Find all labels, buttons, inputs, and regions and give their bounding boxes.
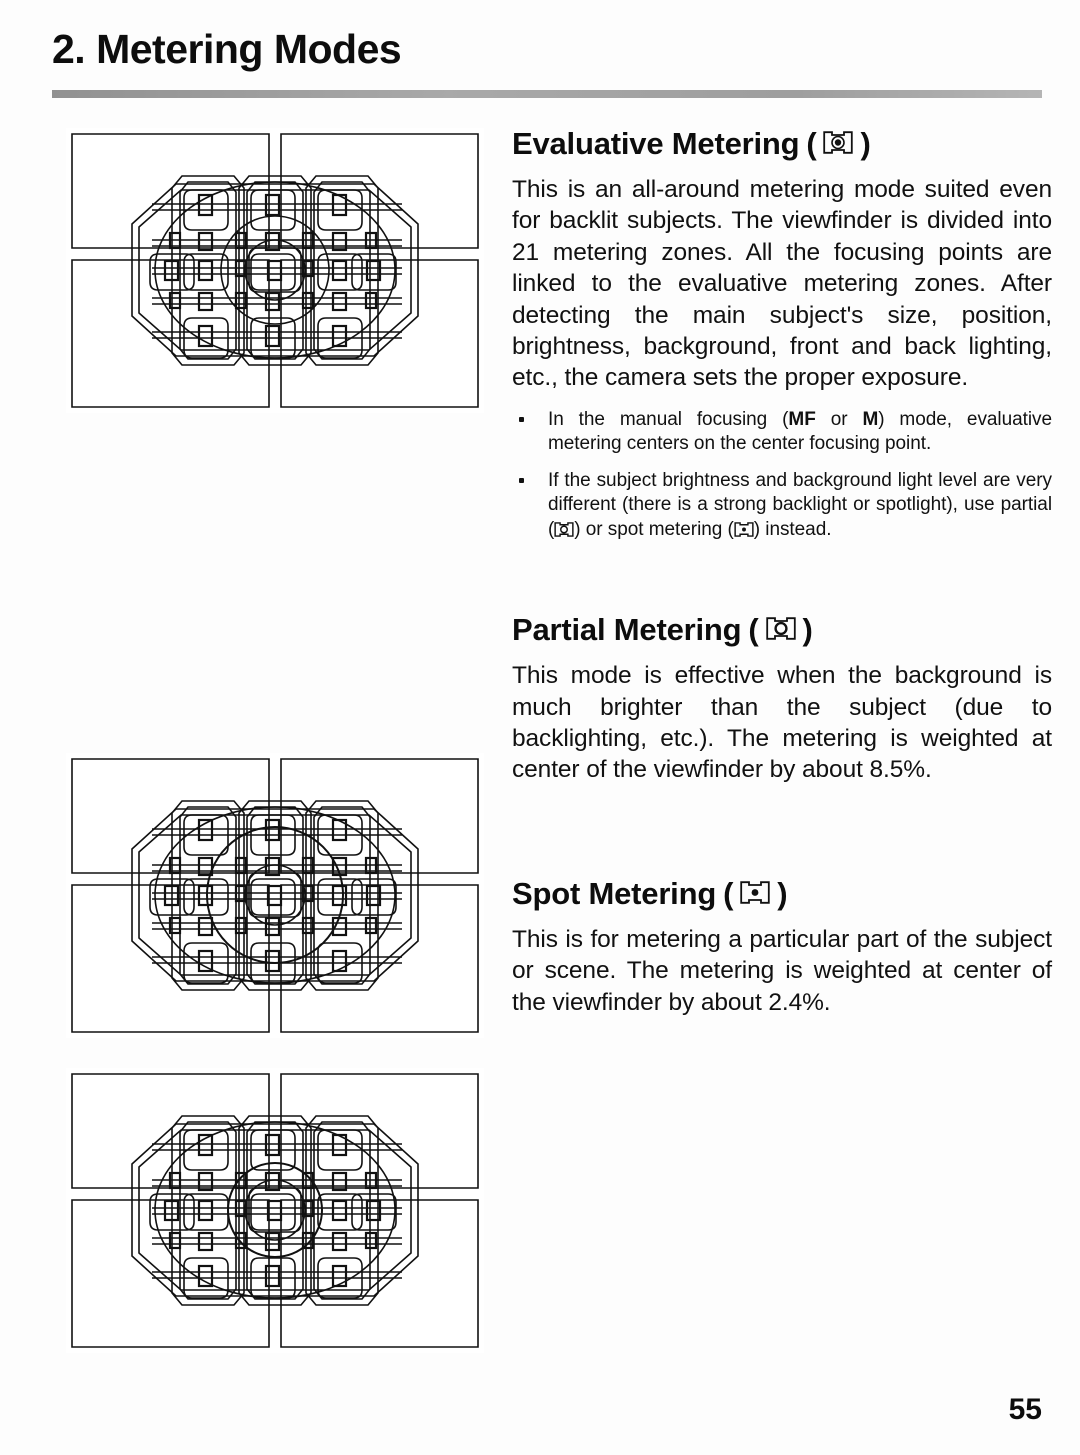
- evaluative-metering-icon: [823, 126, 853, 162]
- evaluative-notes-list: [512, 408, 1052, 545]
- page-number: 55: [1008, 1393, 1042, 1426]
- section-heading-partial: [512, 612, 1052, 648]
- paren-close: ): [777, 875, 788, 911]
- section-body-partial: This mode is effective when the background is much brighter than the subject (due to backlighting, etc.). The metering is weighted at center of the viewfinder by about 8.5%.: [512, 662, 1052, 784]
- bullet-bold-m: M: [862, 408, 879, 430]
- section-spacer: [512, 556, 1052, 612]
- bullet2-text-part2: ) or spot metering (: [574, 518, 734, 540]
- page-title: 2. Metering Modes: [52, 26, 402, 72]
- list-item: [512, 469, 1052, 545]
- partial-metering-icon: [554, 520, 574, 545]
- section-heading-evaluative-label: Evaluative Metering: [512, 126, 800, 161]
- section-heading-spot-label: Spot Metering: [512, 875, 717, 911]
- paren-close: ): [802, 612, 813, 648]
- list-item: [512, 408, 1052, 457]
- bullet2-text-part3: ) instead.: [753, 518, 832, 540]
- header-rule: [52, 90, 1042, 98]
- viewfinder-evaluative-diagram: [66, 128, 484, 413]
- paren-open: (: [723, 875, 734, 911]
- section-heading-evaluative: [512, 126, 1052, 162]
- spot-metering-icon: [740, 876, 770, 912]
- bullet-bold-mf: MF: [788, 408, 816, 430]
- viewfinder-partial-diagram: [66, 753, 484, 1038]
- section-heading-partial-label: Partial Metering: [512, 612, 742, 648]
- paren-open: (: [748, 612, 759, 648]
- figure-column: [66, 128, 486, 1353]
- bullet-text-part1: In the manual focusing (: [548, 408, 789, 430]
- text-column: [512, 126, 1052, 1024]
- section-heading-spot: [512, 876, 1052, 912]
- bullet-dot-icon: [519, 478, 524, 483]
- section-spacer: [512, 792, 1052, 848]
- bullet-text-part2: or: [815, 408, 863, 430]
- partial-metering-icon: [766, 612, 796, 648]
- spot-metering-icon: [734, 520, 754, 545]
- paren-close: ): [860, 126, 871, 161]
- section-body-spot: This is for metering a particular part of the subject or scene. The metering is weighted at center of the viewfinder by about 2.4%.: [512, 925, 1052, 1016]
- bullet-text-part3: ) mode, evaluative metering centers on the center focusing point.: [548, 408, 1052, 455]
- page-header: [52, 28, 1042, 71]
- bullet-dot-icon: [519, 417, 524, 422]
- paren-open: (: [806, 126, 817, 161]
- bullet2-text-part1: If the subject brightness and background light level are very different (there is a strong backlight or spotlight), use partial (: [548, 469, 1052, 540]
- section-body-evaluative: This is an all-around metering mode suited even for backlit subjects. The viewfinder is divided into 21 metering zones. All the focusing points are linked to the evaluative metering zones. After detecting the main subject's size, position, brightness, background, front and back lighting, etc., the camera sets the proper exposure.: [512, 175, 1052, 392]
- section-spacer: [512, 848, 1052, 876]
- viewfinder-spot-diagram: [66, 1068, 484, 1353]
